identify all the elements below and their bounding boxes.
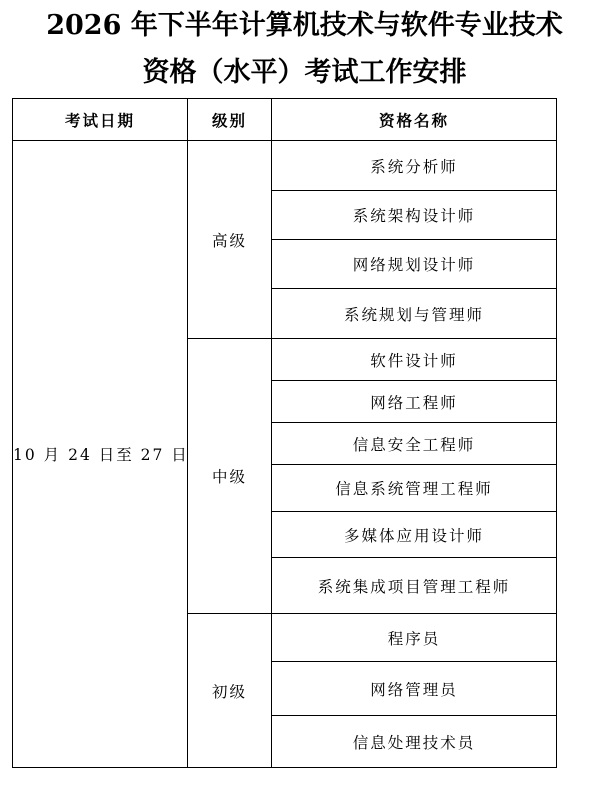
level-cell-intermediate: 中级 bbox=[188, 339, 272, 614]
qualification-name-cell: 信息系统管理工程师 bbox=[272, 465, 557, 512]
document-title-line-1: 2026 年下半年计算机技术与软件专业技术 bbox=[46, 10, 563, 41]
qualification-name-cell: 多媒体应用设计师 bbox=[272, 512, 557, 558]
header-exam-date: 考试日期 bbox=[13, 99, 188, 141]
header-qualification-name: 资格名称 bbox=[272, 99, 557, 141]
level-cell-junior: 初级 bbox=[188, 614, 272, 768]
exam-schedule-table bbox=[12, 98, 557, 768]
qualification-name-cell: 系统集成项目管理工程师 bbox=[272, 558, 557, 614]
table-row bbox=[13, 141, 557, 191]
qualification-name-cell: 系统规划与管理师 bbox=[272, 289, 557, 339]
level-cell-senior: 高级 bbox=[188, 141, 272, 339]
document-title-line-2: 资格（水平）考试工作安排 bbox=[142, 57, 467, 88]
qualification-name-cell: 程序员 bbox=[272, 614, 557, 662]
qualification-name-cell: 网络规划设计师 bbox=[272, 240, 557, 289]
qualification-name-cell: 系统架构设计师 bbox=[272, 191, 557, 240]
qualification-name-cell: 系统分析师 bbox=[272, 141, 557, 191]
qualification-name-cell: 网络管理员 bbox=[272, 662, 557, 716]
qualification-name-cell: 信息处理技术员 bbox=[272, 716, 557, 768]
qualification-name-cell: 软件设计师 bbox=[272, 339, 557, 381]
qualification-name-cell: 信息安全工程师 bbox=[272, 423, 557, 465]
exam-date-cell: 10 月 24 日至 27 日 bbox=[13, 141, 188, 768]
table-header-row bbox=[13, 99, 557, 141]
qualification-name-cell: 网络工程师 bbox=[272, 381, 557, 423]
header-level: 级别 bbox=[188, 99, 272, 141]
